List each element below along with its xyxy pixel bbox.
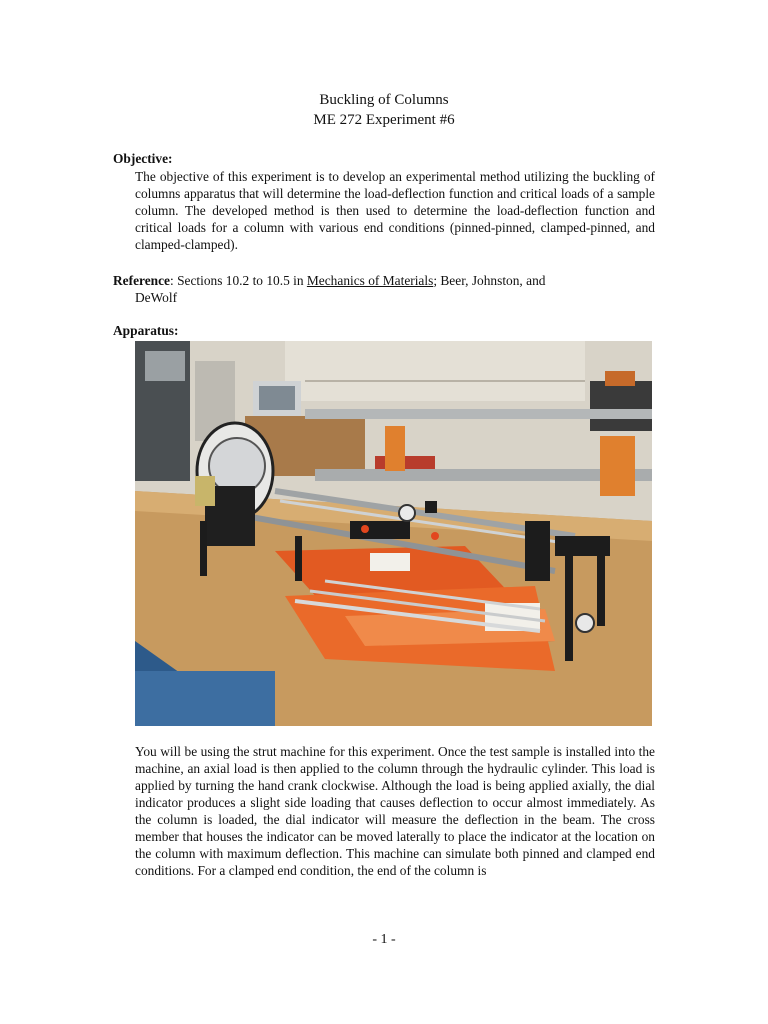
- objective-paragraph: The objective of this experiment is to develop an experimental method utilizing the buckling of columns apparatus that will determine the load-deflection function and critical loads of a sample column. The developed method is then used to determine the load-deflection function and critical loads for a column with various end conditions (pinned-pinned, clamped-pinned, and clamped-clamped).: [135, 169, 655, 252]
- apparatus-paragraph: You will be using the strut machine for this experiment. Once the test sample is installed into the machine, an axial load is then applied to the column through the hydraulic cylinder. This load is applied by turning the hand crank clockwise. Although the load is being applied axially, the dial indicator produces a slight side loading that causes deflection to occur almost immediately. As the column is loaded, the dial indicator will measure the deflection in the beam. The cross member that houses the indicator can be moved laterally to place the indicator at the location on the column with maximum deflection. This machine can simulate both pinned and clamped end conditions. For a clamped end condition, the end of the column is: [135, 744, 655, 878]
- reference-paragraph: [113, 272, 655, 306]
- reference-authors-tail: DeWolf: [135, 290, 178, 305]
- reference-heading: Reference: [113, 273, 170, 288]
- document-title: [0, 90, 768, 130]
- reference-sections: : Sections 10.2 to 10.5 in: [170, 273, 307, 288]
- page-number: - 1 -: [372, 932, 396, 947]
- objective-heading: Objective:: [113, 151, 173, 166]
- apparatus-heading: Apparatus:: [113, 323, 179, 338]
- apparatus-photo: [135, 341, 652, 726]
- title-line-1: Buckling of Columns: [319, 92, 449, 108]
- reference-book-title: Mechanics of Materials: [306, 273, 434, 288]
- reference-authors: ; Beer, Johnston, and: [433, 273, 546, 288]
- title-line-2: ME 272 Experiment #6: [313, 112, 455, 128]
